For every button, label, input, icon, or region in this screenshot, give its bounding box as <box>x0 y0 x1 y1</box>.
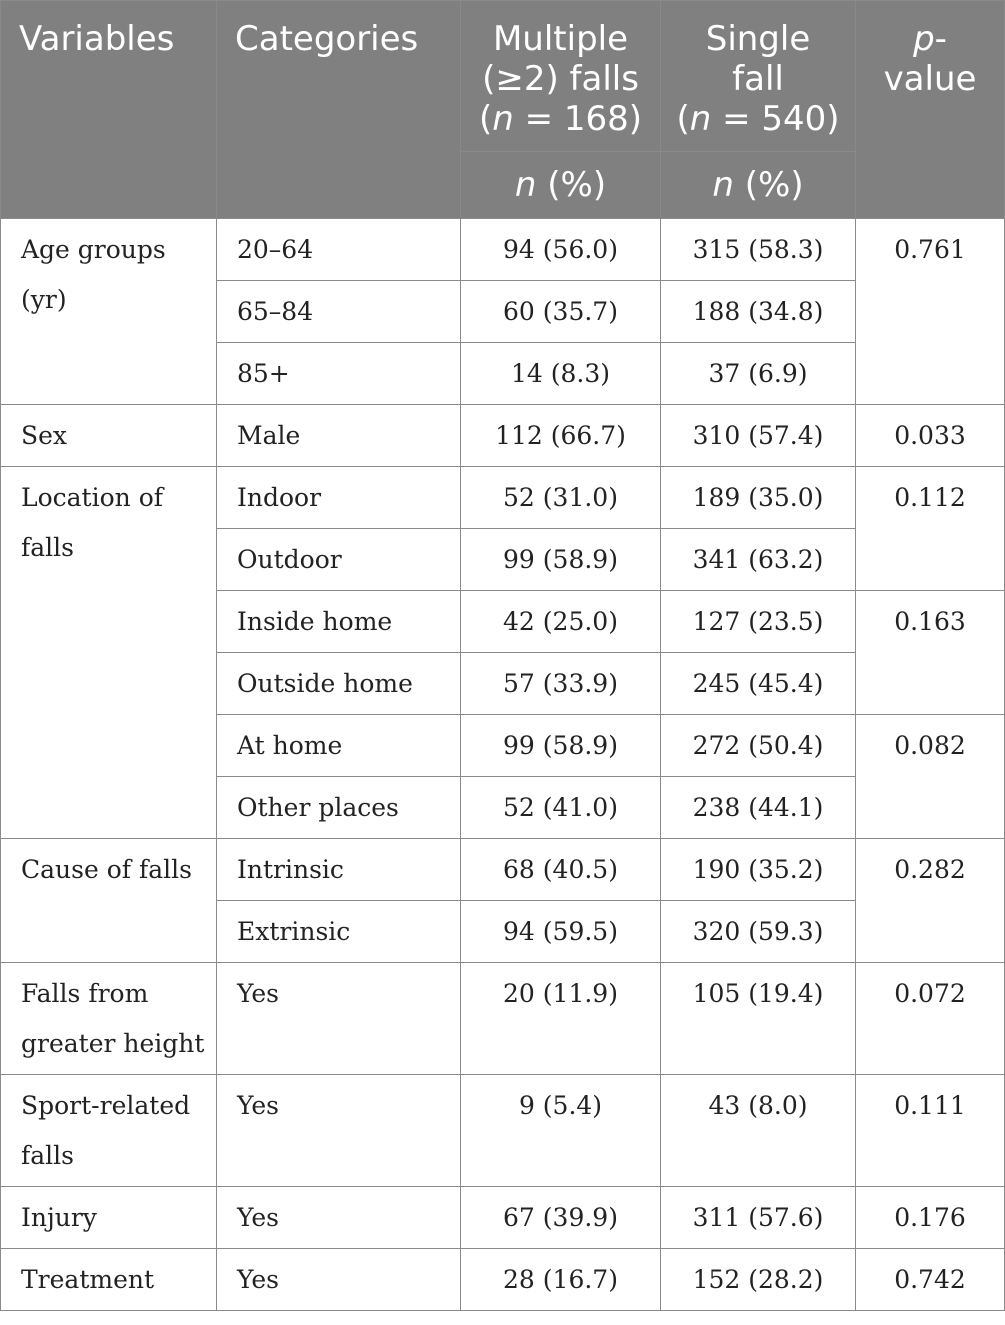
multiple-cell: 99 (58.9) <box>461 529 661 591</box>
single-cell: 311 (57.6) <box>661 1187 856 1249</box>
multiple-cell: 28 (16.7) <box>461 1249 661 1311</box>
multiple-cell: 112 (66.7) <box>461 405 661 467</box>
multiple-cell: 94 (56.0) <box>461 219 661 281</box>
single-cell: 152 (28.2) <box>661 1249 856 1311</box>
p-value-cell: 0.112 <box>856 467 1005 591</box>
category-cell: Male <box>217 405 461 467</box>
single-cell: 43 (8.0) <box>661 1075 856 1187</box>
table-row <box>1 1249 1005 1311</box>
header-p-value: p- value <box>856 1 1005 219</box>
variable-cell: Falls from greater height <box>1 963 217 1075</box>
variable-cell: Treatment <box>1 1249 217 1311</box>
single-cell: 37 (6.9) <box>661 343 856 405</box>
multiple-cell: 99 (58.9) <box>461 715 661 777</box>
multiple-cell: 52 (31.0) <box>461 467 661 529</box>
category-cell: Extrinsic <box>217 901 461 963</box>
multiple-cell: 42 (25.0) <box>461 591 661 653</box>
table-body <box>1 219 1005 1311</box>
single-cell: 190 (35.2) <box>661 839 856 901</box>
category-cell: At home <box>217 715 461 777</box>
header-single-fall: Single fall (n = 540) <box>661 1 856 152</box>
category-cell: Outside home <box>217 653 461 715</box>
p-value-cell: 0.082 <box>856 715 1005 839</box>
table-row <box>1 467 1005 529</box>
single-cell: 310 (57.4) <box>661 405 856 467</box>
table-row <box>1 963 1005 1075</box>
multiple-cell: 20 (11.9) <box>461 963 661 1075</box>
variable-cell: Injury <box>1 1187 217 1249</box>
multiple-cell: 67 (39.9) <box>461 1187 661 1249</box>
p-value-cell: 0.033 <box>856 405 1005 467</box>
p-value-cell: 0.072 <box>856 963 1005 1075</box>
category-cell: 85+ <box>217 343 461 405</box>
multiple-cell: 52 (41.0) <box>461 777 661 839</box>
single-cell: 127 (23.5) <box>661 591 856 653</box>
multiple-cell: 68 (40.5) <box>461 839 661 901</box>
single-cell: 188 (34.8) <box>661 281 856 343</box>
p-value-cell: 0.111 <box>856 1075 1005 1187</box>
table-row <box>1 1187 1005 1249</box>
single-cell: 272 (50.4) <box>661 715 856 777</box>
category-cell: 65–84 <box>217 281 461 343</box>
variable-cell: Sex <box>1 405 217 467</box>
category-cell: 20–64 <box>217 219 461 281</box>
p-value-cell: 0.176 <box>856 1187 1005 1249</box>
multiple-cell: 14 (8.3) <box>461 343 661 405</box>
multiple-cell: 60 (35.7) <box>461 281 661 343</box>
table-row <box>1 405 1005 467</box>
category-cell: Yes <box>217 963 461 1075</box>
category-cell: Yes <box>217 1187 461 1249</box>
variable-cell: Cause of falls <box>1 839 217 963</box>
category-cell: Outdoor <box>217 529 461 591</box>
table-row <box>1 219 1005 281</box>
variable-cell: Location of falls <box>1 467 217 839</box>
multiple-cell: 57 (33.9) <box>461 653 661 715</box>
header-multiple-falls: Multiple (≥2) falls (n = 168) <box>461 1 661 152</box>
multiple-cell: 9 (5.4) <box>461 1075 661 1187</box>
header-categories: Categories <box>217 1 461 219</box>
category-cell: Inside home <box>217 591 461 653</box>
multiple-cell: 94 (59.5) <box>461 901 661 963</box>
p-value-cell: 0.761 <box>856 219 1005 405</box>
table-row <box>1 1075 1005 1187</box>
p-value-cell: 0.163 <box>856 591 1005 715</box>
single-cell: 315 (58.3) <box>661 219 856 281</box>
single-cell: 245 (45.4) <box>661 653 856 715</box>
variable-cell: Sport-related falls <box>1 1075 217 1187</box>
table-header <box>1 1 1005 219</box>
category-cell: Indoor <box>217 467 461 529</box>
p-value-cell: 0.282 <box>856 839 1005 963</box>
header-single-n-pct: n (%) <box>661 152 856 219</box>
variable-cell: Age groups (yr) <box>1 219 217 405</box>
single-cell: 238 (44.1) <box>661 777 856 839</box>
category-cell: Yes <box>217 1249 461 1311</box>
single-cell: 105 (19.4) <box>661 963 856 1075</box>
p-value-cell: 0.742 <box>856 1249 1005 1311</box>
single-cell: 320 (59.3) <box>661 901 856 963</box>
category-cell: Intrinsic <box>217 839 461 901</box>
header-multiple-n-pct: n (%) <box>461 152 661 219</box>
table-row <box>1 839 1005 901</box>
category-cell: Yes <box>217 1075 461 1187</box>
category-cell: Other places <box>217 777 461 839</box>
single-cell: 189 (35.0) <box>661 467 856 529</box>
header-variables: Variables <box>1 1 217 219</box>
single-cell: 341 (63.2) <box>661 529 856 591</box>
